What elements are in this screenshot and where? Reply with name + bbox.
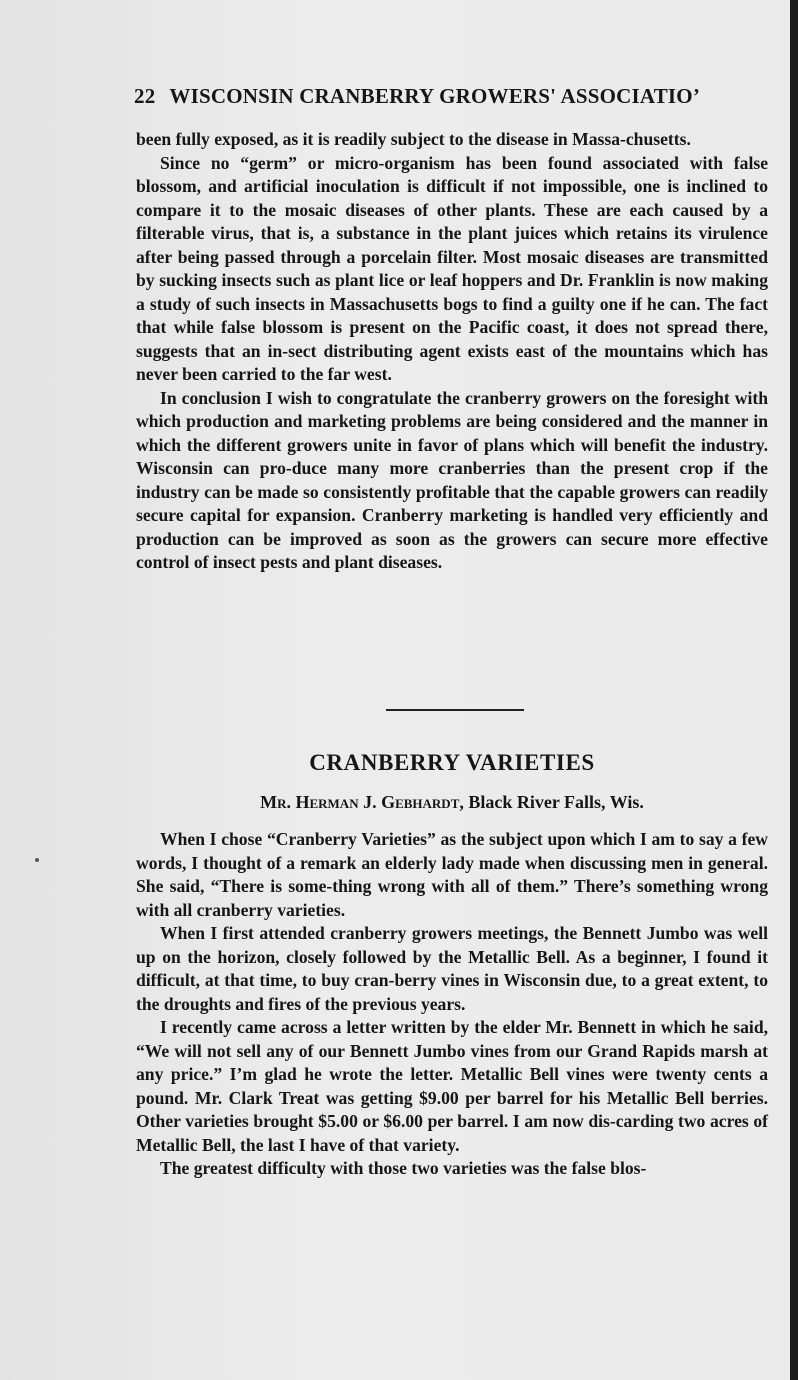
top-text-block [136,128,768,575]
paragraph: The greatest difficulty with those two varieties was the false blos- [160,1158,647,1178]
section-divider [386,709,524,711]
running-header [134,84,774,109]
paragraph: When I first attended cranberry growers meetings, the Bennett Jumbo was well up on the horizon, closely followed by the Metallic Bell. As a beginner, I found it difficult, at that time, to buy cran-berry vines in Wisconsin due, to a great extent, to the droughts and fires of the previous years. [136,923,768,1014]
author-name: Mr. Herman J. Gebhardt, [260,792,464,812]
paragraph: When I chose “Cranberry Varieties” as the subject upon which I am to say a few words, I thought of a remark an elderly lady made when discussing men in general. She said, “There is some-thing wrong with all of them.” There’s something wrong with all cranberry varieties. [136,829,768,920]
paragraph: I recently came across a letter written by the elder Mr. Bennett in which he said, “We will not sell any of our Bennett Jumbo vines from our Grand Rapids marsh at any price.” I’m glad he wrote the letter. Metallic Bell vines were twenty cents a pound. Mr. Clark Treat was getting $9.00 per barrel for his Metallic Bell berries. Other varieties brought $5.00 or $6.00 per barrel. I am now dis-carding two acres of Metallic Bell, the last I have of that variety. [136,1017,768,1155]
author-byline [136,792,768,813]
print-speck [35,858,39,862]
running-title: WISCONSIN CRANBERRY GROWERS' ASSOCIATIO’ [169,84,701,108]
paragraph: Since no “germ” or micro-organism has been found associated with false blossom, and artificial inoculation is difficult if not impossible, one is inclined to compare it to the mosaic diseases of other plants. These are each caused by a filterable virus, that is, a substance in the plant juices which retains its virulence after being passed through a porcelain filter. Most mosaic diseases are transmitted by sucking insects such as plant lice or leaf hoppers and Dr. Franklin is now making a study of such insects in Massachusetts bogs to find a guilty one if he can. The fact that while false blossom is present on the Pacific coast, it does not spread there, suggests that an in-sect distributing agent exists east of the mountains which has never been carried to the far west. [136,152,768,384]
article-body [136,828,768,1181]
paragraph: been fully exposed, as it is readily subject to the disease in Massa-chusetts. [136,129,691,149]
article-title: CRANBERRY VARIETIES [309,750,595,775]
page-edge-shadow [790,0,798,1380]
page-number: 22 [134,84,156,108]
author-location: Black River Falls, Wis. [463,792,644,812]
paragraph: In conclusion I wish to congratulate the cranberry growers on the foresight with which production and marketing problems are being considered and the manner in which the different growers unite in favor of plans which will benefit the industry. Wisconsin can pro-duce many more cranberries than the present crop if the industry can be made so consistently profitable that the capable growers can readily secure capital for expansion. Cranberry marketing is handled very efficiently and production can be improved as soon as the growers can secure more effective control of insect pests and plant diseases. [136,387,768,572]
